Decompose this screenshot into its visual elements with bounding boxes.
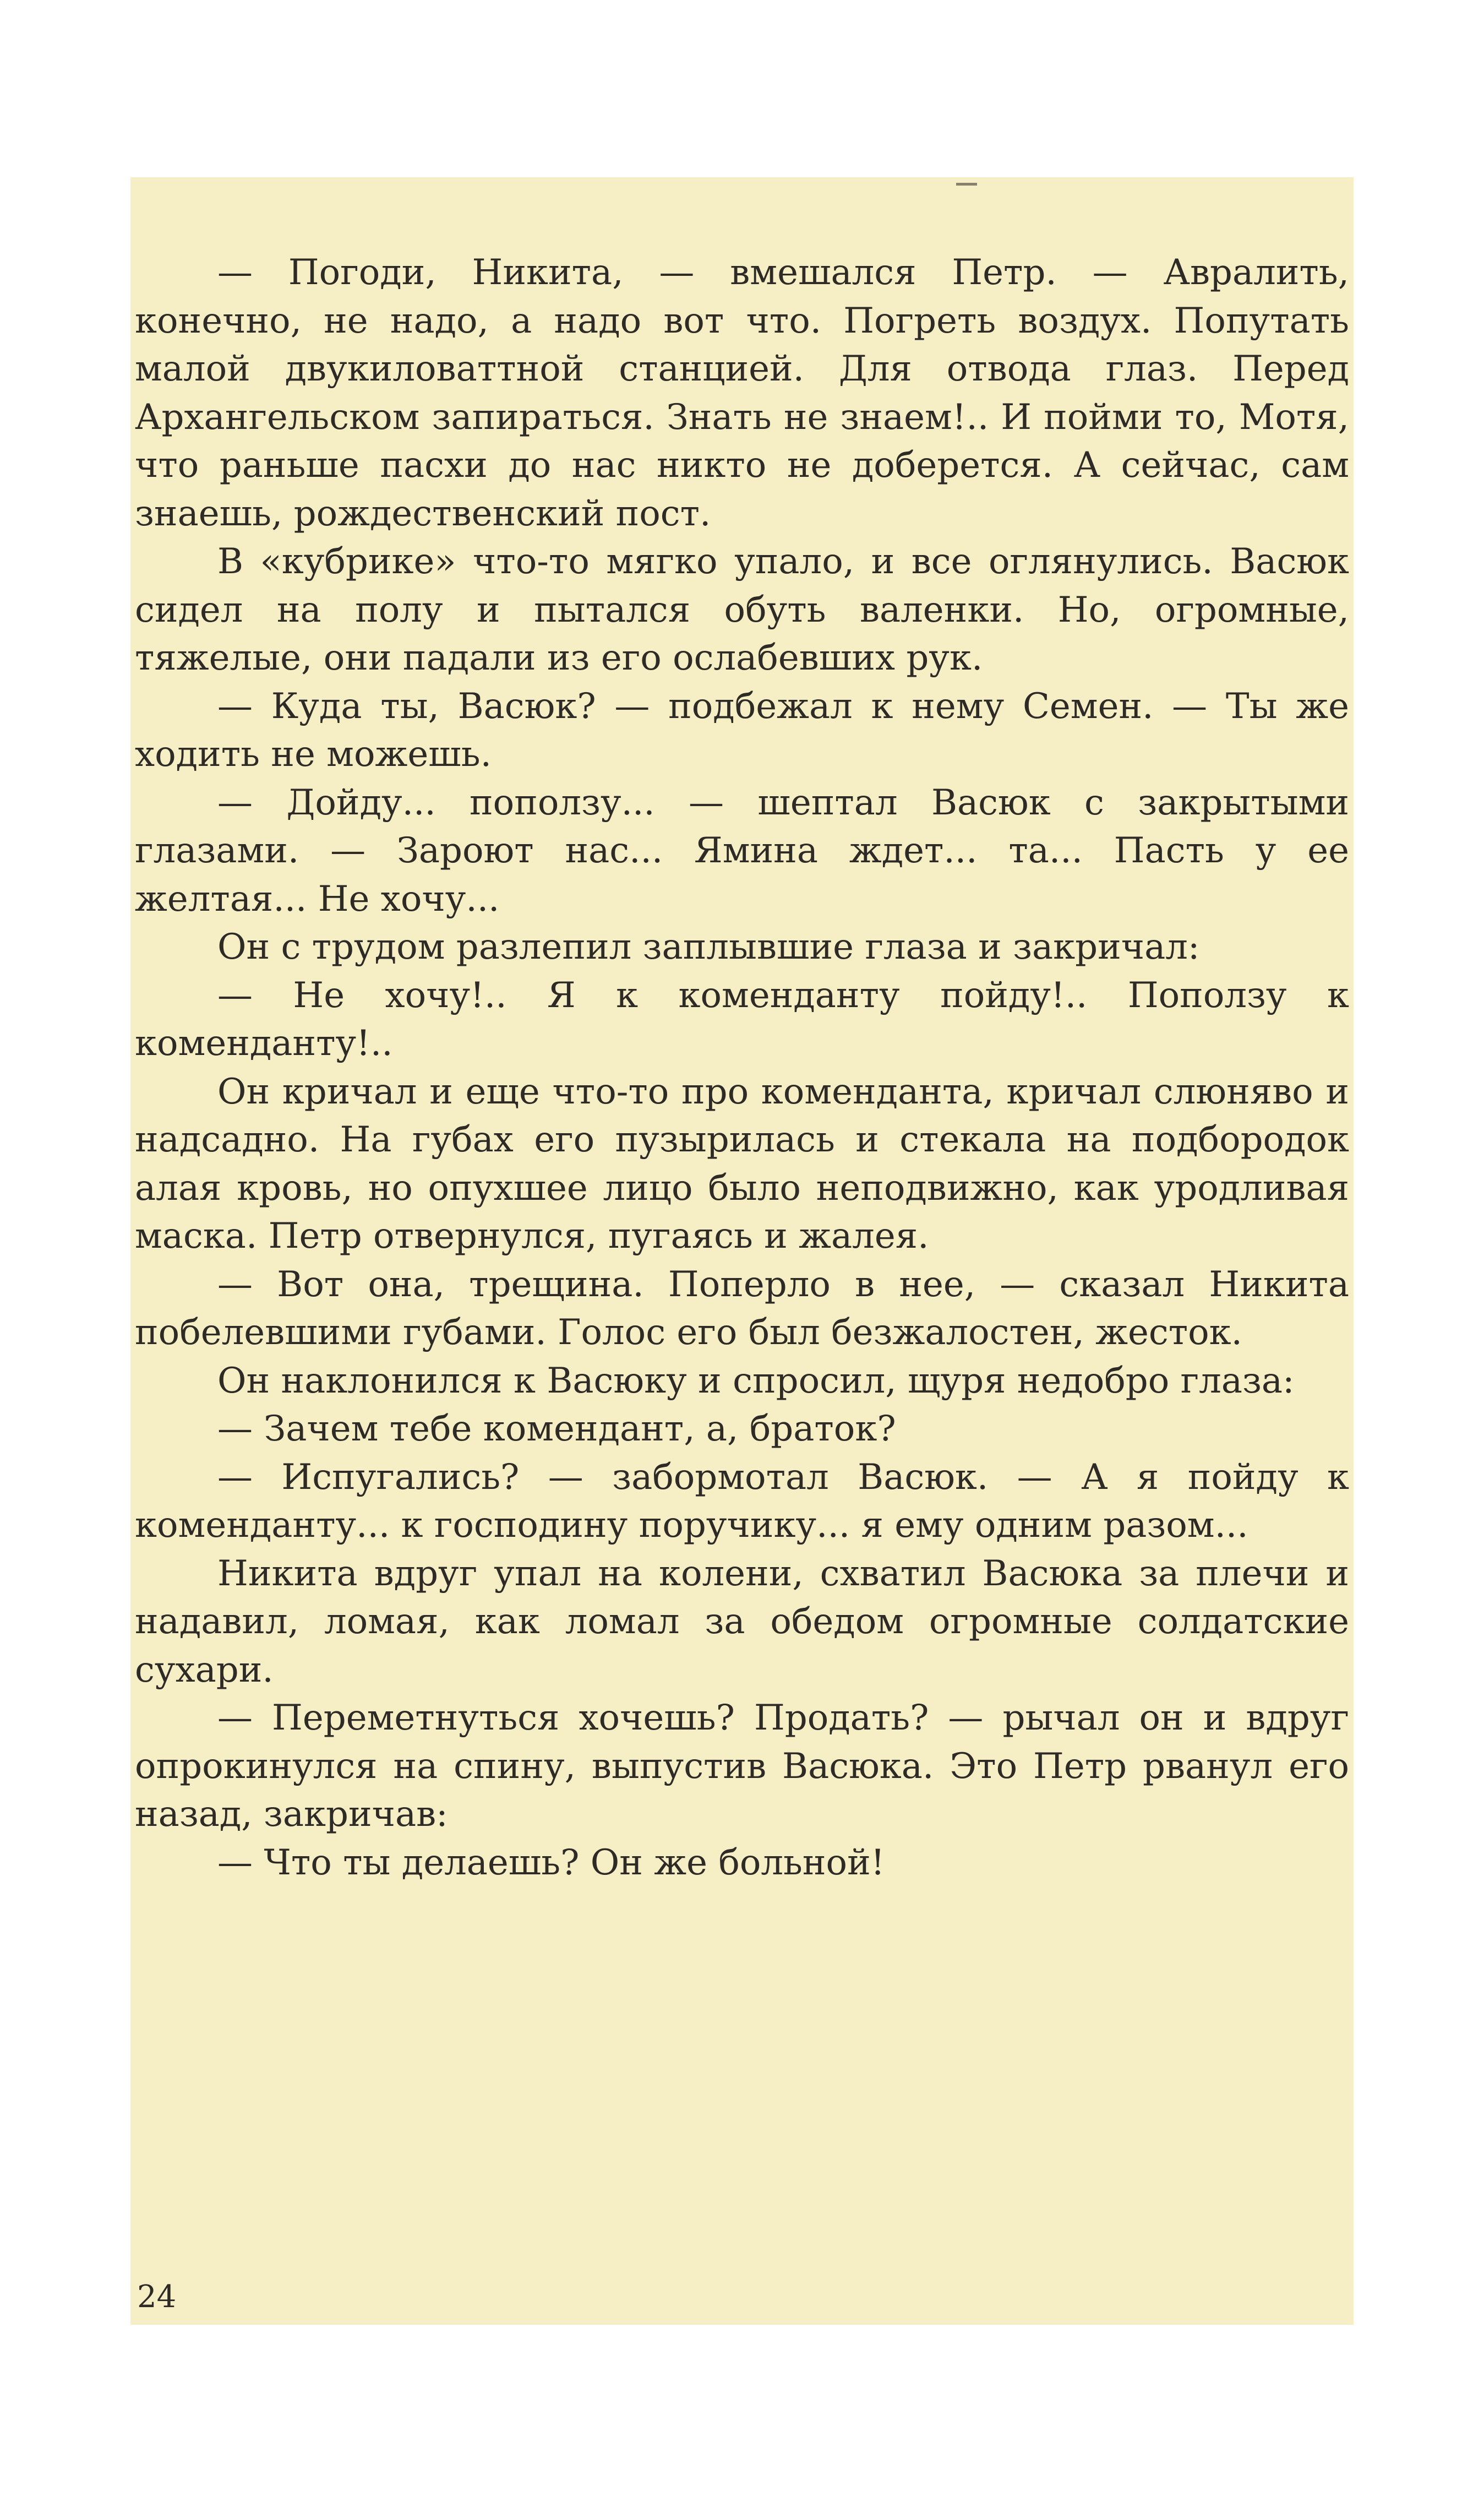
page-number: 24 (137, 2279, 177, 2315)
paragraph: — Что ты делаешь? Он же больной! (217, 1842, 885, 1883)
paragraph: Никита вдруг упал на колени, схватил Васюка за плечи и надавил, ломая, как ломал за обедом огромные солдатские сухари. (135, 1553, 1349, 1690)
book-page (130, 177, 1354, 2325)
paragraph: — Зачем тебе комендант, а, браток? (217, 1409, 896, 1449)
paragraph: Он кричал и еще что-то про коменданта, кричал слюняво и надсадно. На губах его пузырилась и стекала на подбородок алая кровь, но опухшее лицо было неподвижно, как уродливая маска. Петр отвернулся, пугаясь и жалея. (135, 1071, 1349, 1257)
paragraph: — Вот она, трещина. Поперло в нее, — сказал Никита побелевшими губами. Голос его был безжалостен, жесток. (135, 1264, 1349, 1353)
paragraph: — Переметнуться хочешь? Продать? — рычал он и вдруг опрокинулся на спину, выпустив Васюка. Это Петр рванул его назад, закричав: (135, 1698, 1349, 1835)
paragraph: — Испугались? — забормотал Васюк. — А я пойду к коменданту... к господину поручику... я ему одним разом... (135, 1456, 1349, 1546)
paragraph: — Погоди, Никита, — вмешался Петр. — Авралить, конечно, не надо, а надо вот что. Погреть воздух. Попутать малой двукиловаттной станцией. Для отвода глаз. Перед Архангельском запираться. Знать не знаем!.. И пойми то, Мотя, что раньше пасхи до нас никто не доберется. А сейчас, сам знаешь, рождественский пост. (135, 252, 1349, 534)
paragraph: В «кубрике» что-то мягко упало, и все оглянулись. Васюк сидел на полу и пытался обуть валенки. Но, огромные, тяжелые, они падали из его ослабевших рук. (135, 541, 1349, 678)
paragraph: Он с трудом разлепил заплывшие глаза и закричал: (217, 927, 1200, 967)
paragraph: — Дойду... поползу... — шептал Васюк с закрытыми глазами. — Зароют нас... Ямина ждет... та... Пасть у ее желтая... Не хочу... (135, 782, 1349, 920)
body-text (135, 249, 1349, 1887)
paragraph: — Не хочу!.. Я к коменданту пойду!.. Поползу к коменданту!.. (135, 975, 1349, 1064)
paragraph: — Куда ты, Васюк? — подбежал к нему Семен. — Ты же ходить не можешь. (135, 686, 1349, 775)
print-mark (956, 183, 977, 186)
paragraph: Он наклонился к Васюку и спросил, щуря недобро глаза: (217, 1360, 1295, 1401)
